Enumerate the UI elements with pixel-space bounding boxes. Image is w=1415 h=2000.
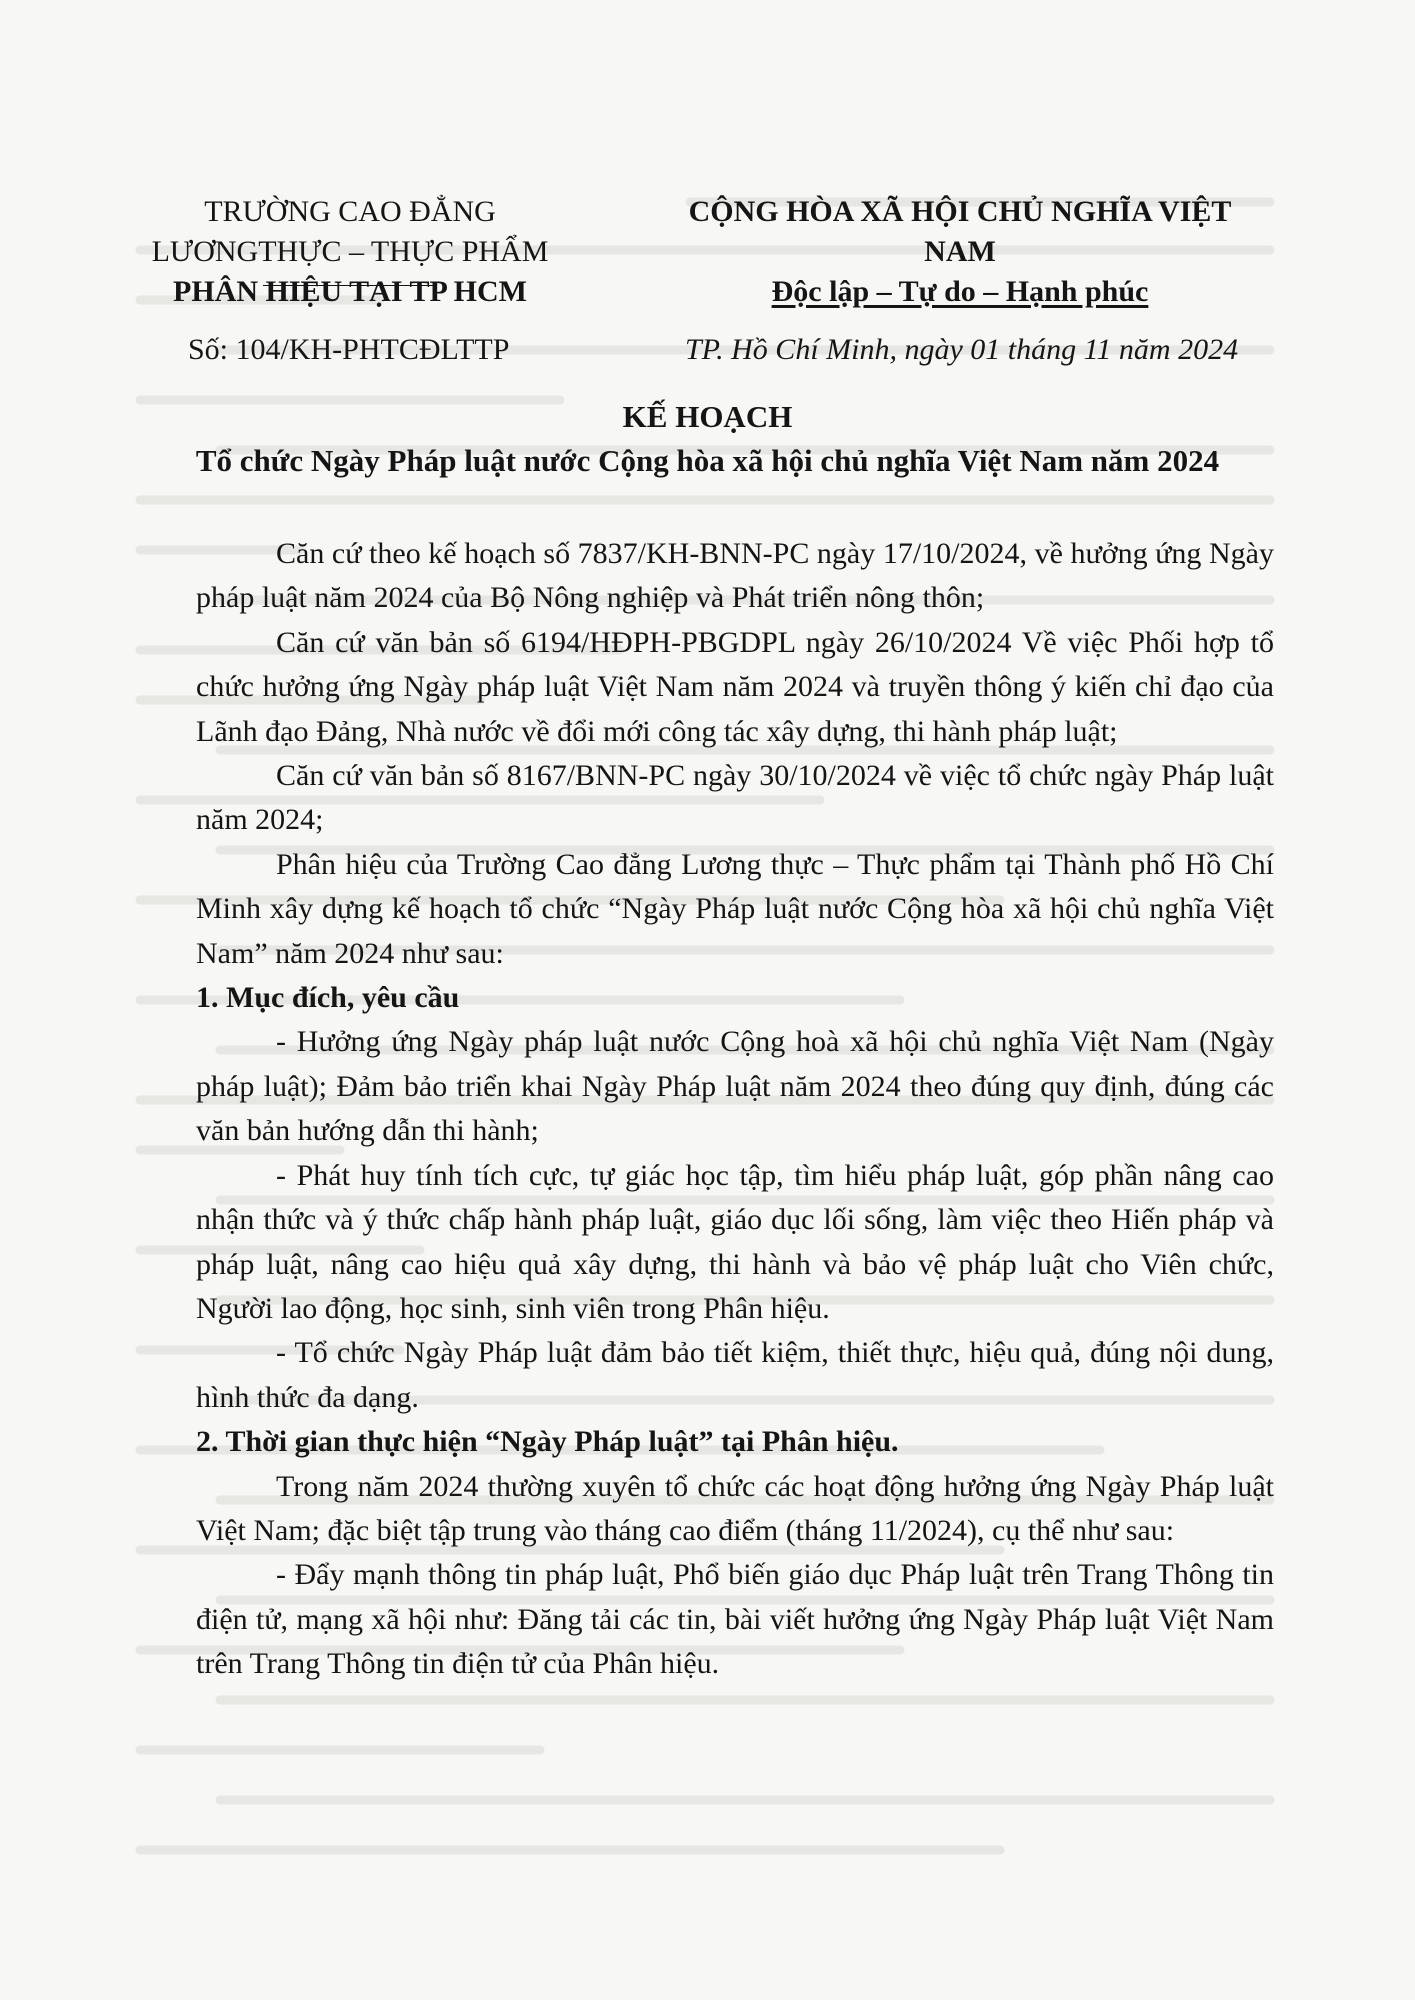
org-line-3: PHÂN HIỆU TẠI TP HCM xyxy=(173,275,527,308)
section-2-item-1: - Đẩy mạnh thông tin pháp luật, Phổ biến giáo dục Pháp luật trên Trang Thông tin điện tử, mạng xã hội như: Đăng tải các tin, bài viết hưởng ứng Ngày Pháp luật Việt Nam trên Trang Thông tin điện tử của Phân hiệu. xyxy=(196,1558,1274,1681)
place-and-date: TP. Hồ Chí Minh, ngày 01 tháng 11 năm 2024 xyxy=(685,333,1239,366)
title-main: KẾ HOẠCH xyxy=(622,399,793,434)
legal-basis-1: Căn cứ theo kế hoạch số 7837/KH-BNN-PC ngày 17/10/2024, về hưởng ứng Ngày pháp luật năm 2024 của Bộ Nông nghiệp và Phát triển nông thôn; xyxy=(196,537,1274,615)
national-header xyxy=(650,192,1270,312)
org-line-1: TRƯỜNG CAO ĐẲNG xyxy=(204,195,496,228)
legal-basis-3: Căn cứ văn bản số 8167/BNN-PC ngày 30/10/2024 về việc tổ chức ngày Pháp luật năm 2024; xyxy=(196,759,1274,837)
title-sub: Tổ chức Ngày Pháp luật nước Cộng hòa xã hội chủ nghĩa Việt Nam năm 2024 xyxy=(195,443,1220,478)
issuing-organization xyxy=(140,192,560,312)
section-1-heading: 1. Mục đích, yêu cầu xyxy=(196,981,460,1015)
national-motto: Độc lập – Tự do – Hạnh phúc xyxy=(771,275,1149,308)
document-number: Số: 104/KH-PHTCĐLTTP xyxy=(188,333,510,366)
section-2-heading: 2. Thời gian thực hiện “Ngày Pháp luật” tại Phân hiệu. xyxy=(196,1425,899,1459)
intro-paragraph: Phân hiệu của Trường Cao đẳng Lương thực – Thực phẩm tại Thành phố Hồ Chí Minh xây dựng kế hoạch tổ chức “Ngày Pháp luật nước Cộng hòa xã hội chủ nghĩa Việt Nam” năm 2024 như sau: xyxy=(196,847,1274,970)
section-1-item-2: - Phát huy tính tích cực, tự giác học tập, tìm hiểu pháp luật, góp phần nâng cao nhận thức và ý thức chấp hành pháp luật, giáo dục lối sống, làm việc theo Hiến pháp và pháp luật, nâng cao hiệu quả xây dựng, thi hành và bảo vệ pháp luật cho Viên chức, Người lao động, học sinh, sinh viên trong Phân hiệu. xyxy=(196,1158,1274,1325)
section-2-paragraph: Trong năm 2024 thường xuyên tổ chức các hoạt động hưởng ứng Ngày Pháp luật Việt Nam; đặc biệt tập trung vào tháng cao điểm (tháng 11/2024), cụ thể như sau: xyxy=(196,1469,1274,1547)
section-1-item-3: - Tổ chức Ngày Pháp luật đảm bảo tiết kiệm, thiết thực, hiệu quả, đúng nội dung, hình thức đa dạng. xyxy=(196,1336,1274,1414)
org-line-2: LƯƠNGTHỰC – THỰC PHẨM xyxy=(151,235,549,268)
org-underline xyxy=(263,285,433,286)
section-1-item-1: - Hưởng ứng Ngày pháp luật nước Cộng hoà xã hội chủ nghĩa Việt Nam (Ngày pháp luật); Đảm bảo triển khai Ngày Pháp luật năm 2024 theo đúng quy định, đúng các văn bản hướng dẫn thi hành; xyxy=(196,1025,1274,1148)
legal-basis-2: Căn cứ văn bản số 6194/HĐPH-PBGDPL ngày 26/10/2024 Về việc Phối hợp tổ chức hưởng ứng Ngày pháp luật Việt Nam năm 2024 và truyền thông ý kiến chỉ đạo của Lãnh đạo Đảng, Nhà nước về đổi mới công tác xây dựng, thi hành pháp luật; xyxy=(196,625,1274,748)
document-title xyxy=(140,395,1275,483)
document-body xyxy=(196,532,1274,1687)
nation-name: CỘNG HÒA XÃ HỘI CHỦ NGHĨA VIỆT NAM xyxy=(688,195,1232,268)
